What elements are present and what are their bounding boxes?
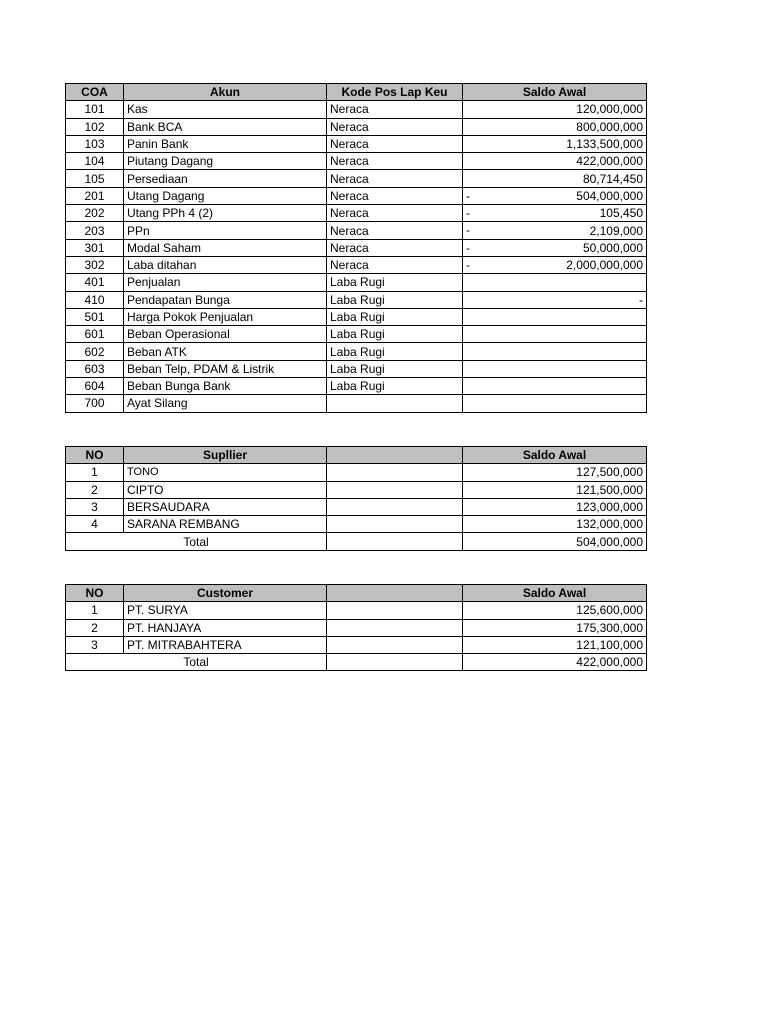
saldo-value: 504,000,000 <box>576 188 643 203</box>
header-saldo-awal: Saldo Awal <box>463 447 647 464</box>
coa-row <box>66 326 647 343</box>
saldo-value: 120,000,000 <box>576 102 643 117</box>
row-number-cell: 2 <box>66 481 124 498</box>
coa-row <box>66 274 647 291</box>
coa-row <box>66 118 647 135</box>
saldo-value: 105,450 <box>599 206 643 221</box>
header-supplier: Supllier <box>124 447 327 464</box>
coa-row <box>66 308 647 325</box>
coa-code-cell: 401 <box>66 274 124 291</box>
saldo-awal-cell <box>463 222 647 239</box>
report-code-cell: Laba Rugi <box>327 326 463 343</box>
report-code-cell <box>327 395 463 412</box>
party-name-cell: PT. MITRABAHTERA <box>124 636 327 653</box>
supplier-row <box>66 516 647 533</box>
supplier-total-row <box>66 533 647 550</box>
coa-code-cell: 601 <box>66 326 124 343</box>
blank-cell <box>327 516 463 533</box>
customer-total-row <box>66 654 647 671</box>
negative-sign: - <box>466 188 470 203</box>
supplier-table <box>65 446 647 551</box>
customer-row <box>66 602 647 619</box>
customer-table <box>65 584 647 671</box>
header-saldo-awal: Saldo Awal <box>463 585 647 602</box>
saldo-value: 422,000,000 <box>576 154 643 169</box>
account-name-cell: Beban Operasional <box>124 326 327 343</box>
coa-row <box>66 343 647 360</box>
saldo-awal-cell <box>463 239 647 256</box>
coa-row <box>66 135 647 152</box>
saldo-awal-cell <box>463 274 647 291</box>
party-name-cell: CIPTO <box>124 481 327 498</box>
report-code-cell: Laba Rugi <box>327 274 463 291</box>
row-number-cell: 3 <box>66 498 124 515</box>
negative-sign: - <box>466 257 470 272</box>
saldo-awal-cell: 127,500,000 <box>463 464 647 481</box>
coa-code-cell: 203 <box>66 222 124 239</box>
saldo-value: 1,133,500,000 <box>566 137 643 152</box>
report-code-cell: Neraca <box>327 118 463 135</box>
report-code-cell: Neraca <box>327 153 463 170</box>
report-code-cell: Neraca <box>327 256 463 273</box>
blank-cell <box>327 464 463 481</box>
saldo-value: - <box>639 292 643 307</box>
report-code-cell: Neraca <box>327 205 463 222</box>
supplier-row <box>66 498 647 515</box>
saldo-awal-cell: 132,000,000 <box>463 516 647 533</box>
saldo-value: 2,109,000 <box>589 223 643 238</box>
saldo-value: 2,000,000,000 <box>566 258 643 273</box>
saldo-awal-cell <box>463 291 647 308</box>
saldo-awal-cell <box>463 378 647 395</box>
report-code-cell: Laba Rugi <box>327 360 463 377</box>
party-name-cell: PT. SURYA <box>124 602 327 619</box>
supplier-row <box>66 481 647 498</box>
account-name-cell: Beban Bunga Bank <box>124 378 327 395</box>
header-saldo-awal: Saldo Awal <box>463 84 647 101</box>
saldo-awal-cell <box>463 153 647 170</box>
total-label: Total <box>66 654 327 671</box>
account-name-cell: Piutang Dagang <box>124 153 327 170</box>
coa-row <box>66 239 647 256</box>
account-name-cell: Beban Telp, PDAM & Listrik <box>124 360 327 377</box>
coa-header-row <box>66 84 647 101</box>
saldo-awal-cell: 121,100,000 <box>463 636 647 653</box>
party-name-cell: SARANA REMBANG <box>124 516 327 533</box>
total-value: 422,000,000 <box>463 654 647 671</box>
saldo-awal-cell: 175,300,000 <box>463 619 647 636</box>
coa-code-cell: 302 <box>66 256 124 273</box>
header-kode-pos: Kode Pos Lap Keu <box>327 84 463 101</box>
row-number-cell: 1 <box>66 602 124 619</box>
account-name-cell: Modal Saham <box>124 239 327 256</box>
account-name-cell: Laba ditahan <box>124 256 327 273</box>
coa-code-cell: 602 <box>66 343 124 360</box>
header-blank <box>327 447 463 464</box>
saldo-awal-cell <box>463 343 647 360</box>
saldo-awal-cell <box>463 395 647 412</box>
party-name-cell: BERSAUDARA <box>124 498 327 515</box>
header-coa: COA <box>66 84 124 101</box>
blank-cell <box>327 481 463 498</box>
party-name-cell: PT. HANJAYA <box>124 619 327 636</box>
blank-cell <box>327 636 463 653</box>
saldo-awal-cell: 123,000,000 <box>463 498 647 515</box>
account-name-cell: Utang PPh 4 (2) <box>124 205 327 222</box>
customer-table-body <box>66 602 647 654</box>
header-no: NO <box>66 447 124 464</box>
negative-sign: - <box>466 240 470 255</box>
coa-row <box>66 222 647 239</box>
coa-code-cell: 410 <box>66 291 124 308</box>
saldo-awal-cell <box>463 326 647 343</box>
blank-cell <box>327 498 463 515</box>
report-code-cell: Neraca <box>327 239 463 256</box>
coa-code-cell: 700 <box>66 395 124 412</box>
report-code-cell: Laba Rugi <box>327 343 463 360</box>
account-name-cell: PPn <box>124 222 327 239</box>
coa-row <box>66 378 647 395</box>
party-name-cell: TONO <box>124 464 327 481</box>
coa-row <box>66 101 647 118</box>
saldo-value: 50,000,000 <box>582 240 643 255</box>
saldo-awal-cell <box>463 170 647 187</box>
coa-row <box>66 153 647 170</box>
report-code-cell: Neraca <box>327 135 463 152</box>
supplier-header-row <box>66 447 647 464</box>
customer-row <box>66 636 647 653</box>
coa-code-cell: 104 <box>66 153 124 170</box>
coa-row <box>66 395 647 412</box>
coa-code-cell: 201 <box>66 187 124 204</box>
report-code-cell: Laba Rugi <box>327 291 463 308</box>
coa-table <box>65 83 647 413</box>
total-value: 504,000,000 <box>463 533 647 550</box>
coa-row <box>66 187 647 204</box>
supplier-table-body <box>66 464 647 533</box>
saldo-awal-cell <box>463 101 647 118</box>
customer-header-row <box>66 585 647 602</box>
coa-code-cell: 102 <box>66 118 124 135</box>
saldo-awal-cell <box>463 135 647 152</box>
total-blank-cell <box>327 533 463 550</box>
header-no: NO <box>66 585 124 602</box>
coa-row <box>66 170 647 187</box>
account-name-cell: Panin Bank <box>124 135 327 152</box>
blank-cell <box>327 619 463 636</box>
account-name-cell: Beban ATK <box>124 343 327 360</box>
coa-code-cell: 103 <box>66 135 124 152</box>
saldo-value: 800,000,000 <box>576 119 643 134</box>
coa-code-cell: 603 <box>66 360 124 377</box>
coa-code-cell: 101 <box>66 101 124 118</box>
coa-table-body <box>66 101 647 412</box>
coa-code-cell: 105 <box>66 170 124 187</box>
account-name-cell: Penjualan <box>124 274 327 291</box>
header-akun: Akun <box>124 84 327 101</box>
saldo-awal-cell <box>463 187 647 204</box>
report-code-cell: Neraca <box>327 170 463 187</box>
account-name-cell: Ayat Silang <box>124 395 327 412</box>
report-code-cell: Laba Rugi <box>327 308 463 325</box>
coa-code-cell: 301 <box>66 239 124 256</box>
saldo-awal-cell <box>463 256 647 273</box>
header-customer: Customer <box>124 585 327 602</box>
negative-sign: - <box>466 223 470 238</box>
account-name-cell: Persediaan <box>124 170 327 187</box>
coa-row <box>66 360 647 377</box>
saldo-awal-cell <box>463 118 647 135</box>
coa-code-cell: 202 <box>66 205 124 222</box>
header-blank <box>327 585 463 602</box>
account-name-cell: Kas <box>124 101 327 118</box>
saldo-awal-cell <box>463 308 647 325</box>
supplier-row <box>66 464 647 481</box>
negative-sign: - <box>466 206 470 221</box>
row-number-cell: 2 <box>66 619 124 636</box>
row-number-cell: 3 <box>66 636 124 653</box>
account-name-cell: Pendapatan Bunga <box>124 291 327 308</box>
total-blank-cell <box>327 654 463 671</box>
coa-row <box>66 256 647 273</box>
account-name-cell: Utang Dagang <box>124 187 327 204</box>
saldo-awal-cell: 125,600,000 <box>463 602 647 619</box>
report-code-cell: Neraca <box>327 222 463 239</box>
coa-row <box>66 291 647 308</box>
saldo-awal-cell <box>463 205 647 222</box>
account-name-cell: Harga Pokok Penjualan <box>124 308 327 325</box>
coa-code-cell: 501 <box>66 308 124 325</box>
saldo-awal-cell <box>463 360 647 377</box>
coa-row <box>66 205 647 222</box>
saldo-value: 80,714,450 <box>582 171 643 186</box>
account-name-cell: Bank BCA <box>124 118 327 135</box>
report-code-cell: Laba Rugi <box>327 378 463 395</box>
coa-code-cell: 604 <box>66 378 124 395</box>
blank-cell <box>327 602 463 619</box>
row-number-cell: 4 <box>66 516 124 533</box>
total-label: Total <box>66 533 327 550</box>
row-number-cell: 1 <box>66 464 124 481</box>
report-code-cell: Neraca <box>327 187 463 204</box>
saldo-awal-cell: 121,500,000 <box>463 481 647 498</box>
report-code-cell: Neraca <box>327 101 463 118</box>
customer-row <box>66 619 647 636</box>
